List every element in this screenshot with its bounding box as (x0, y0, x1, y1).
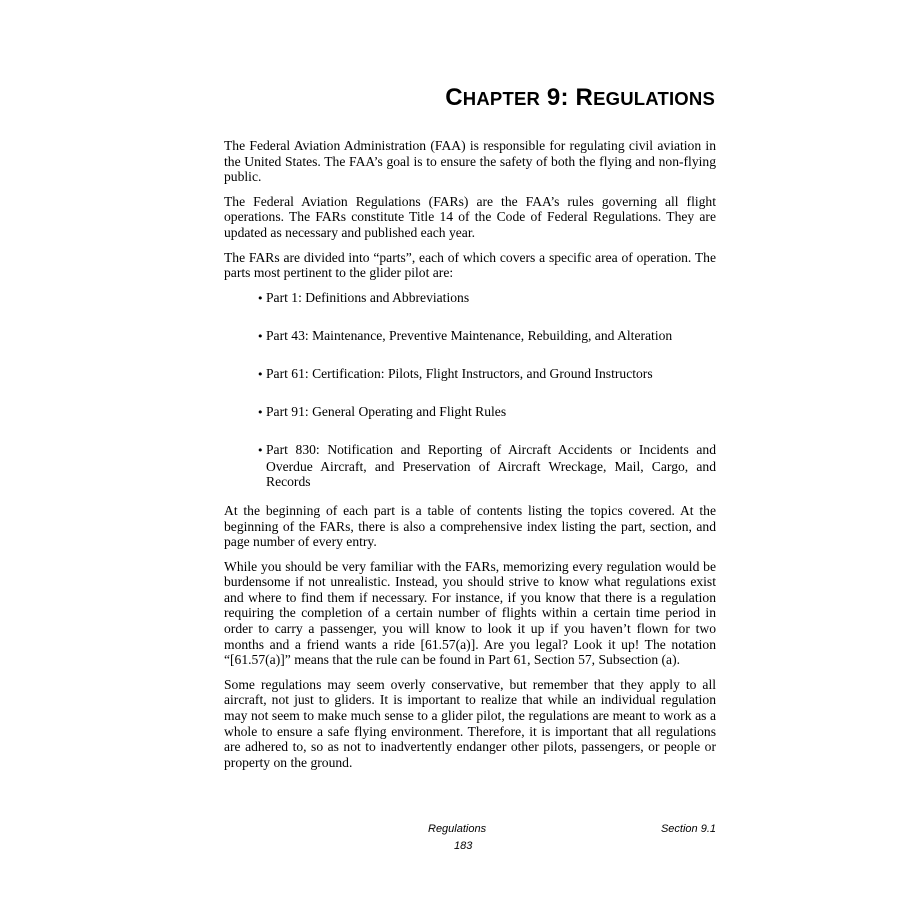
paragraph-parts-intro: The FARs are divided into “parts”, each of which covers a specific area of operation. The parts most pertinent to the glider pilot are: (224, 249, 716, 281)
footer-chapter-name: Regulations (428, 823, 487, 835)
page-number: 183 (454, 840, 473, 852)
paragraph-conservative: Some regulations may seem overly conservative, but remember that they apply to all aircraft, not just to gliders. It is important to realize that while an individual regulation may not seem to make much sense to a glider pilot, the regulations are meant to work as a whole to ensure a safe flying environment. Therefore, it is important that all regulations are adhered to, so as not to inadvertently endanger other pilots, passengers, or people or property on the ground. (224, 676, 716, 770)
paragraph-memorizing: While you should be very familiar with the FARs, memorizing every regulation would be burdensome if not unrealistic. Instead, you should strive to know what regulations exist and where to find them if necessary. For instance, if you know that there is a regulation requiring the completion of a certain number of flights within a certain time period in order to carry a passenger, you will know to look it up if you haven’t flown for two months and a friend wants a ride [61.57(a)]. Are you legal? Look it up! The notation “[61.57(a)]” means that the rule can be found in Part 61, Section 57, Subsection (a). (224, 558, 716, 668)
bullet-icon: • (257, 291, 264, 305)
list-item (224, 404, 716, 421)
list-item (224, 442, 716, 490)
body-text (224, 138, 716, 779)
paragraph-faa: The Federal Aviation Administration (FAA) is responsible for regulating civil aviation in the United States. The FAA’s goal is to ensure the safety of both the flying and non-flying public. (224, 138, 716, 185)
list-item-text: Part 43: Maintenance, Preventive Maintenance, Rebuilding, and Alteration (266, 327, 673, 343)
parts-list (224, 290, 716, 490)
bullet-icon: • (257, 444, 264, 458)
list-item-text: Part 91: General Operating and Flight Rules (266, 404, 507, 420)
list-item (224, 290, 716, 307)
list-item-text: Part 830: Notification and Reporting of Aircraft Accidents or Incidents and Overdue Aircraft, and Preservation of Aircraft Wreckage, Mail, Cargo, and Records (266, 442, 716, 490)
list-item-text: Part 1: Definitions and Abbreviations (266, 289, 470, 305)
paragraph-table-of-contents: At the beginning of each part is a table of contents listing the topics covered. At the beginning of the FARs, there is also a comprehensive index listing the part, section, and page number of every entry. (224, 502, 716, 550)
bullet-icon: • (257, 329, 264, 343)
bullet-icon: • (257, 406, 264, 420)
chapter-title-r: R (575, 84, 594, 111)
list-item (224, 328, 716, 345)
chapter-title-rest2: EGULATIONS (593, 88, 715, 109)
chapter-title-rest1: HAPTER (462, 88, 541, 109)
list-item-text: Part 61: Certification: Pilots, Flight Instructors, and Ground Instructors (266, 365, 653, 381)
chapter-title-mid: 9: (540, 84, 576, 111)
footer-section: Section 9.1 (660, 823, 716, 835)
bullet-icon: • (257, 367, 264, 381)
paragraph-fars: The Federal Aviation Regulations (FARs) are the FAA’s rules governing all flight operations. The FARs constitute Title 14 of the Code of Federal Regulations. They are updated as necessary and published each year. (224, 193, 716, 240)
list-item (224, 366, 716, 383)
chapter-title-c: C (445, 84, 463, 111)
chapter-title (445, 84, 715, 112)
